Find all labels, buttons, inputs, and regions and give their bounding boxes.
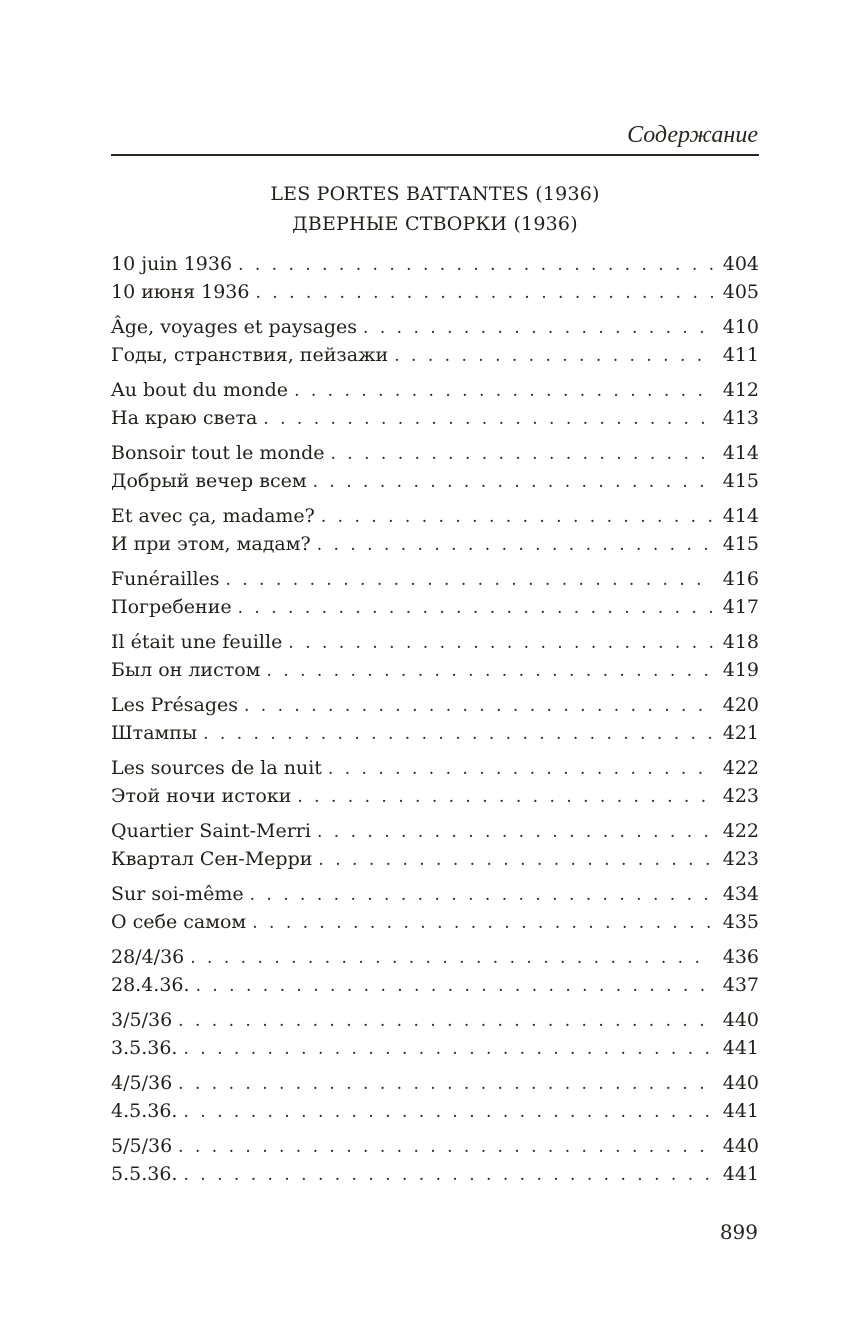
entry-page-number: 414 — [722, 442, 759, 464]
entry-page-number: 440 — [722, 1135, 759, 1157]
entry-title: И при этом, мадам? — [111, 533, 311, 555]
dot-leader — [178, 1007, 713, 1035]
entry-title: Sur soi-même — [111, 883, 244, 905]
entry-title: Добрый вечер всем — [111, 470, 307, 492]
dot-leader — [226, 566, 713, 594]
entry-page-number: 411 — [722, 344, 759, 366]
dot-leader — [321, 503, 713, 531]
toc-entry — [111, 404, 759, 432]
entry-title: Квартал Сен-Мерри — [111, 848, 313, 870]
page-number: 899 — [719, 1220, 758, 1244]
toc-entry — [111, 313, 759, 341]
entry-title: 4/5/36 — [111, 1072, 173, 1094]
entry-title: 3/5/36 — [111, 1009, 173, 1031]
entry-page-number: 412 — [722, 379, 759, 401]
entry-page-number: 435 — [722, 911, 759, 933]
toc-entry — [111, 467, 759, 495]
toc-entry-pair — [111, 817, 759, 873]
toc-entry — [111, 628, 759, 656]
toc-entry — [111, 530, 759, 558]
dot-leader — [288, 629, 713, 657]
toc-entry-pair — [111, 628, 759, 684]
entry-page-number: 436 — [722, 946, 759, 968]
toc-entry — [111, 691, 759, 719]
dot-leader — [238, 594, 713, 622]
dot-leader — [313, 468, 713, 496]
toc-entry-pair — [111, 250, 759, 306]
header-rule — [111, 154, 759, 156]
entry-page-number: 423 — [722, 848, 759, 870]
entry-page-number: 410 — [722, 316, 759, 338]
dot-leader — [178, 1133, 713, 1161]
toc-entry — [111, 845, 759, 873]
dot-leader — [178, 1070, 713, 1098]
entry-title: Bonsoir tout le monde — [111, 442, 325, 464]
dot-leader — [394, 342, 713, 370]
dot-leader — [244, 692, 713, 720]
entry-page-number: 404 — [722, 253, 759, 275]
dot-leader — [190, 944, 713, 972]
toc-entry — [111, 719, 759, 747]
toc-entry — [111, 1160, 759, 1188]
entry-page-number: 417 — [722, 596, 759, 618]
toc-entry — [111, 880, 759, 908]
entry-title: Годы, странствия, пейзажи — [111, 344, 389, 366]
toc-entry-pair — [111, 313, 759, 369]
toc-entry-pair — [111, 754, 759, 810]
entry-title: Quartier Saint-Merri — [111, 820, 311, 842]
entry-title: Il était une feuille — [111, 631, 283, 653]
toc-entry — [111, 754, 759, 782]
section-title-russian: ДВЕРНЫЕ СТВОРКИ (1936) — [292, 213, 578, 235]
running-head: Содержание — [627, 122, 758, 148]
entry-page-number: 422 — [722, 757, 759, 779]
entry-page-number: 423 — [722, 785, 759, 807]
entry-title: 5.5.36. — [111, 1163, 178, 1185]
entry-title: 3.5.36. — [111, 1037, 178, 1059]
toc-entry — [111, 341, 759, 369]
entry-title: О себе самом — [111, 911, 247, 933]
toc-entry — [111, 943, 759, 971]
toc-entry-pair — [111, 376, 759, 432]
dot-leader — [183, 1098, 713, 1126]
dot-leader — [238, 251, 713, 279]
dot-leader — [318, 846, 713, 874]
entry-title: Был он листом — [111, 659, 261, 681]
toc-entry — [111, 1097, 759, 1125]
dot-leader — [317, 531, 713, 559]
entry-page-number: 440 — [722, 1072, 759, 1094]
section-heading — [111, 179, 759, 239]
entry-title: Funérailles — [111, 568, 220, 590]
entry-page-number: 415 — [722, 470, 759, 492]
toc-entry — [111, 908, 759, 936]
toc-entry-pair — [111, 439, 759, 495]
dot-leader — [317, 818, 713, 846]
dot-leader — [203, 720, 713, 748]
entry-title: Этой ночи истоки — [111, 785, 292, 807]
toc-entry — [111, 656, 759, 684]
entry-page-number: 441 — [722, 1100, 759, 1122]
toc-entry-pair — [111, 1069, 759, 1125]
toc-entry-pair — [111, 1006, 759, 1062]
entry-page-number: 421 — [722, 722, 759, 744]
entry-page-number: 405 — [722, 281, 759, 303]
dot-leader — [297, 783, 713, 811]
dot-leader — [183, 1161, 713, 1189]
dot-leader — [294, 377, 713, 405]
dot-leader — [263, 405, 713, 433]
entry-title: 10 июня 1936 — [111, 281, 250, 303]
dot-leader — [266, 657, 713, 685]
entry-page-number: 437 — [722, 974, 759, 996]
section-title-french: LES PORTES BATTANTES (1936) — [270, 183, 600, 205]
entry-page-number: 441 — [722, 1163, 759, 1185]
entry-page-number: 441 — [722, 1037, 759, 1059]
toc-entry-pair — [111, 943, 759, 999]
toc-entry — [111, 817, 759, 845]
dot-leader — [330, 440, 713, 468]
entry-page-number: 418 — [722, 631, 759, 653]
toc-entry — [111, 593, 759, 621]
toc-entry-pair — [111, 565, 759, 621]
entry-title: Âge, voyages et paysages — [111, 316, 358, 338]
entry-title: Au bout du monde — [111, 379, 289, 401]
entry-title: На краю света — [111, 407, 258, 429]
dot-leader — [255, 279, 713, 307]
toc-entry — [111, 782, 759, 810]
entry-page-number: 419 — [722, 659, 759, 681]
toc-entry — [111, 376, 759, 404]
toc-entry — [111, 439, 759, 467]
entry-title: 28.4.36. — [111, 974, 190, 996]
entry-page-number: 416 — [722, 568, 759, 590]
entry-page-number: 413 — [722, 407, 759, 429]
entry-page-number: 415 — [722, 533, 759, 555]
toc-entry — [111, 250, 759, 278]
toc-entry — [111, 1006, 759, 1034]
toc-entry-pair — [111, 502, 759, 558]
dot-leader — [196, 972, 713, 1000]
toc-entry — [111, 278, 759, 306]
entry-title: Погребение — [111, 596, 232, 618]
entry-title: 5/5/36 — [111, 1135, 173, 1157]
toc-entry-pair — [111, 880, 759, 936]
entry-title: Штампы — [111, 722, 198, 744]
toc-entry — [111, 1132, 759, 1160]
entry-title: Les sources de la nuit — [111, 757, 322, 779]
entry-page-number: 440 — [722, 1009, 759, 1031]
dot-leader — [328, 755, 713, 783]
toc-entry — [111, 971, 759, 999]
entry-page-number: 422 — [722, 820, 759, 842]
toc-entry — [111, 1034, 759, 1062]
entry-page-number: 434 — [722, 883, 759, 905]
dot-leader — [250, 881, 713, 909]
toc-entry — [111, 502, 759, 530]
entry-page-number: 414 — [722, 505, 759, 527]
dot-leader — [252, 909, 713, 937]
entry-title: 28/4/36 — [111, 946, 185, 968]
entry-page-number: 420 — [722, 694, 759, 716]
toc-entry-pair — [111, 691, 759, 747]
toc-entry — [111, 1069, 759, 1097]
entry-title: 10 juin 1936 — [111, 253, 233, 275]
toc-entry-pair — [111, 1132, 759, 1188]
toc-entry — [111, 565, 759, 593]
entry-title: Les Présages — [111, 694, 238, 716]
table-of-contents — [111, 250, 759, 1195]
entry-title: Et avec ça, madame? — [111, 505, 315, 527]
dot-leader — [363, 314, 713, 342]
entry-title: 4.5.36. — [111, 1100, 178, 1122]
dot-leader — [183, 1035, 713, 1063]
